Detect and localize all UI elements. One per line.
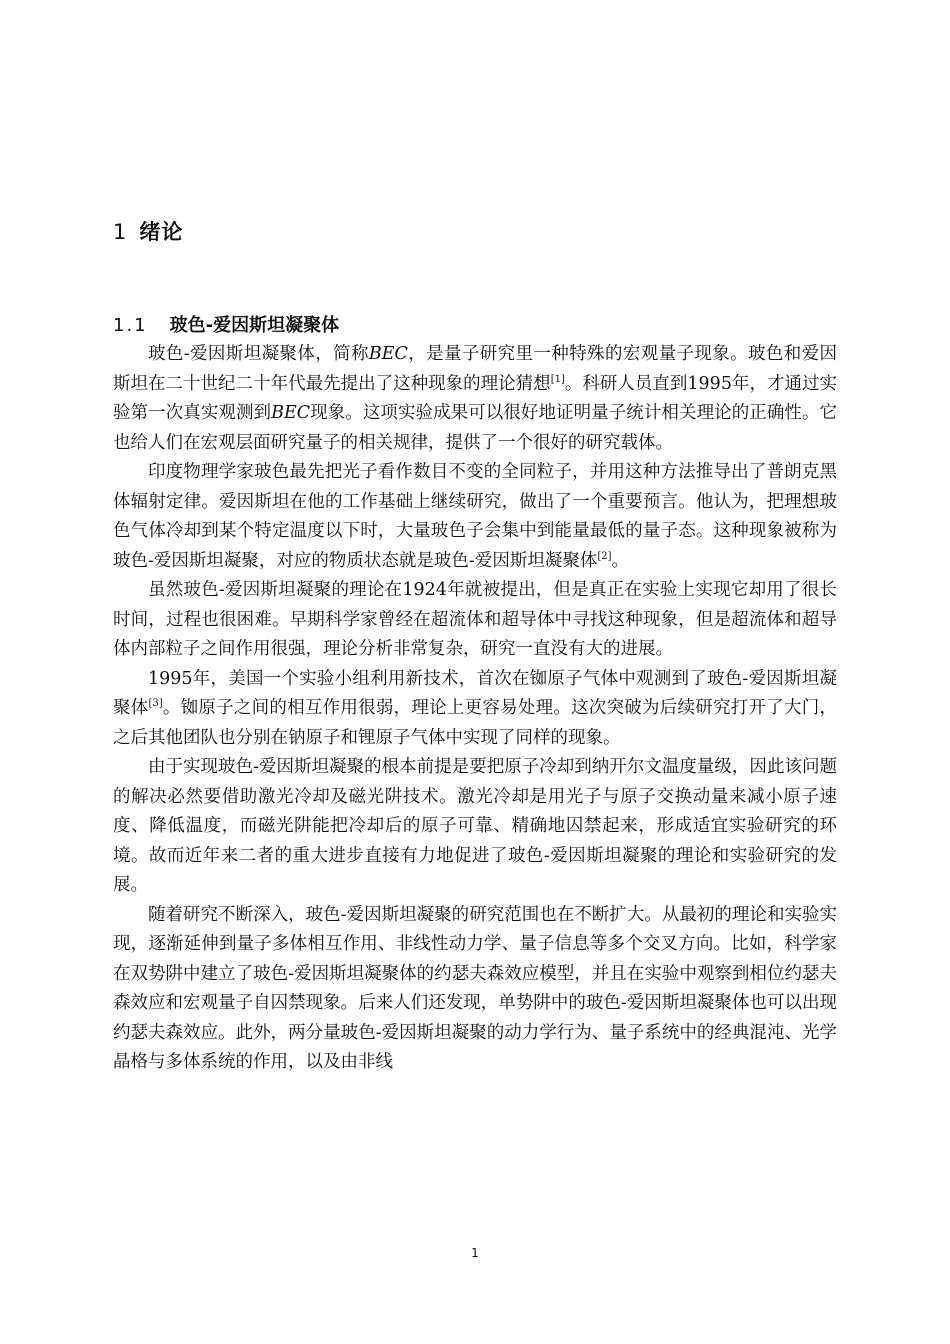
paragraph-1-text-c: 。科研人员直到1995年，才通过实验第一次真实观测到 (113, 373, 837, 423)
section-title (113, 311, 339, 337)
paragraph-4 (113, 665, 837, 754)
section-title-text: 玻色-爱因斯坦凝聚体 (169, 315, 340, 336)
paragraph-2-text-b: 。 (611, 550, 629, 571)
paragraph-1-text-a: 玻色-爱因斯坦凝聚体，简称 (148, 344, 369, 364)
math-bec: BEC (368, 344, 408, 364)
paragraph-2 (113, 458, 837, 576)
paragraph-4-text-a: 1995年，美国一个实验小组利用新技术，首次在铷原子气体中观测到了玻色-爱因斯坦凝聚体 (113, 668, 837, 718)
section-number: 1.1 (113, 315, 148, 336)
citation-2: [2] (597, 550, 612, 562)
math-bec: BEC (271, 403, 311, 423)
citation-3: [3] (148, 698, 163, 709)
paragraph-1-text-d: 现象。这项实验成果可以很好地证明量子统计相关理论的正确性。它也给人们在宏观层面研究量子的相关规律，提供了一个很好的研究载体。 (113, 403, 838, 453)
paragraph-3: 虽然玻色-爱因斯坦凝聚的理论在1924年就被提出，但是真正在实验上实现它却用了很长时间，过程也很困难。早期科学家曾经在超流体和超导体中寻找这种现象，但是超流体和超导体内部粒子之间作用很强，理论分析非常复杂，研究一直没有大的进展。 (113, 580, 837, 659)
paragraph-2-text-a: 印度物理学家玻色最先把光子看作数目不变的全同粒子，并用这种方法推导出了普朗克黑体辐射定律。爱因斯坦在他的工作基础上继续研究，做出了一个重要预言。他认为，把理想玻色气体冷却到某个特定温度以下时，大量玻色子会集中到能量最低的量子态。这种现象被称为玻色-爱因斯坦凝聚，对应的物质状态就是玻色-爱因斯坦凝聚体 (113, 462, 837, 571)
paragraph-5: 由于实现玻色-爱因斯坦凝聚的根本前提是要把原子冷却到纳开尔文温度量级，因此该问题的解决必然要借助激光冷却及磁光阱技术。激光冷却是用光子与原子交换动量来减小原子速度、降低温度，而磁光阱能把冷却后的原子可靠、精确地囚禁起来，形成适宜实验研究的环境。故而近年来二者的重大进步直接有力地促进了玻色-爱因斯坦凝聚的理论和实验研究的发展。 (113, 757, 837, 895)
chapter-title (113, 216, 183, 246)
body-text (113, 340, 837, 1078)
citation-1: [1] (550, 373, 565, 385)
chapter-number: 1 (113, 220, 128, 244)
paragraph-6: 随着研究不断深入，玻色-爱因斯坦凝聚的研究范围也在不断扩大。从最初的理论和实验实现，逐渐延伸到量子多体相互作用、非线性动力学、量子信息等多个交叉方向。比如，科学家在双势阱中建立了玻色-爱因斯坦凝聚体的约瑟夫森效应模型，并且在实验中观察到相位约瑟夫森效应和宏观量子自囚禁现象。后来人们还发现，单势阱中的玻色-爱因斯坦凝聚体也可以出现约瑟夫森效应。此外，两分量玻色-爱因斯坦凝聚的动力学行为、量子系统中的经典混沌、光学晶格与多体系统的作用，以及由非线 (113, 904, 837, 1072)
chapter-title-text: 绪论 (139, 220, 184, 244)
paragraph-4-text-b: 。铷原子之间的相互作用很弱，理论上更容易处理。这次突破为后续研究打开了大门，之后其他团队也分别在钠原子和锂原子气体中实现了同样的现象。 (113, 698, 838, 748)
page-number: 1 (471, 1246, 479, 1260)
paragraph-1 (113, 340, 837, 458)
paragraph-1-text-b: ，是量子研究里一种特殊的宏观量子现象。玻色和爱因斯坦在二十世纪二十年代最先提出了这种现象的理论猜想 (113, 344, 838, 394)
